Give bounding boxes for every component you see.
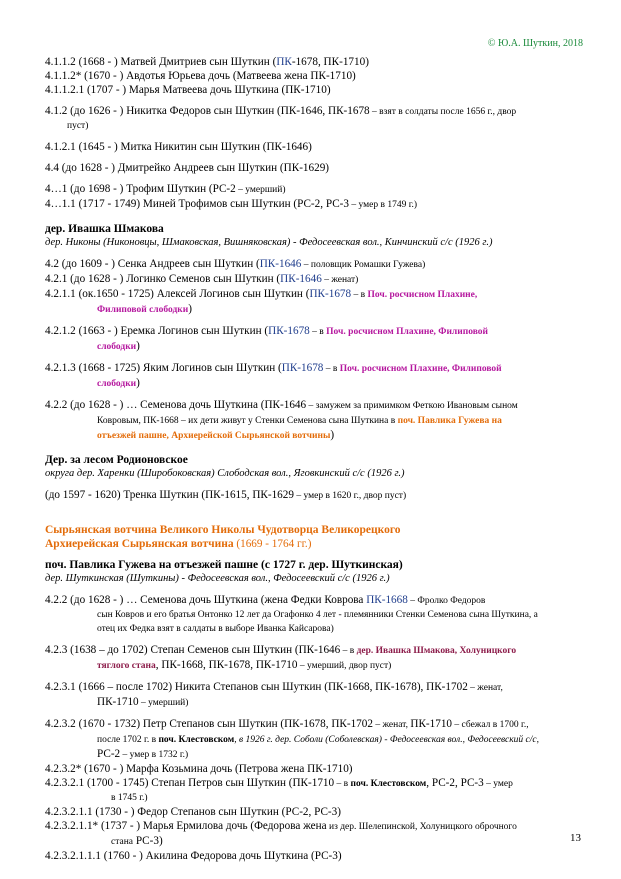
entry-4-2-1-1: 4.2.1.1 (ок.1650 - 1725) Алексей Логинов сын Шуткин (ПК-1678 – в Поч. росчисном Плахине, [45, 288, 478, 300]
entry-4-2-3-1-cont: ПК-1710 – умерший) [97, 696, 189, 708]
entry-4-1-2: 4.1.2 (до 1626 - ) Никитка Федоров сын Шуткин (ПК-1646, ПК-1678 – взят в солдаты после 1656 г., двор [45, 105, 517, 117]
section-rodionovskoe-title: Дер. за лесом Родионовское [45, 454, 188, 466]
entry-4-2-3-2-1-cont: в 1745 г.) [111, 793, 148, 803]
entry-4-2-1-2: 4.2.1.2 (1663 - ) Еремка Логинов сын Шуткин (ПК-1678 – в Поч. росчисном Плахине, Филиповой [45, 325, 488, 337]
entry-4-2-2-cont2: отъезжей пашне, Архиерейской Сырьянской вотчины) [97, 429, 335, 441]
entry-4-2-3-cont: тяглого стана, ПК-1668, ПК-1678, ПК-1710 – умерший, двор пуст) [97, 659, 392, 671]
entry-4-2-2: 4.2.2 (до 1628 - ) … Семенова дочь Шуткина (ПК-1646 – замужем за примимком Феткою Ивановым сыном [45, 399, 518, 411]
document-body [45, 55, 585, 863]
section-ivashka-shmakova-title: дер. Ивашка Шмакова [45, 223, 164, 235]
entry-4-2-3-2-1-1-1: 4.2.3.2.1.1.1 (1760 - ) Акилина Федорова дочь Шуткина (РС-3) [45, 850, 342, 862]
entry-4-2-2-cont1: Ковровым, ПК-1668 – их дети живут у Стенки Семенова сына Шуткина в поч. Павлика Гужева на [97, 416, 502, 426]
page-header-copyright: © Ю.А. Шуткин, 2018 [487, 38, 583, 49]
entry-4-1-trofim: 4…1 (до 1698 - ) Трофим Шуткин (РС-2 – умерший) [45, 183, 286, 195]
entry-4-2-3-2-1: 4.2.3.2.1 (1700 - 1745) Степан Петров сын Шуткин (ПК-1710 – в поч. Клестовском, РС-2, РС-3 – умер [45, 777, 513, 789]
entry-4-1-1-2: 4.1.1.2 (1668 - ) Матвей Дмитриев сын Шуткин (ПК-1678, ПК-1710) [45, 56, 369, 68]
entry-4-2-3-2-cont1: после 1702 г. в поч. Клестовском, в 1926 г. дер. Соболи (Соболевская) - Федосеевская вол., Федосеевский с/с, [97, 735, 539, 745]
entry-4-2-3-2-spouse: 4.2.3.2* (1670 - ) Марфа Козьмина дочь (Петрова жена ПК-1710) [45, 763, 353, 775]
section-syryanskaya-votchina-line1: Сырьянская вотчина Великого Николы Чудотворца Великорецкого [45, 524, 401, 536]
entry-4-2-3-1: 4.2.3.1 (1666 – после 1702) Никита Степанов сын Шуткин (ПК-1668, ПК-1678), ПК-1702 – женат, [45, 681, 503, 693]
entry-4-2-2-b-cont1: сын Ковров и его братья Онтонко 12 лет да Огафонко 4 лет - племянники Стенки Семенова сына Шуткина, а [97, 610, 538, 620]
entry-4-2: 4.2 (до 1609 - ) Сенка Андреев сын Шуткин (ПК-1646 – половщик Ромашки Гужева) [45, 258, 426, 270]
entry-4-1-1-2-1: 4.1.1.2.1 (1707 - ) Марья Матвеева дочь Шуткина (ПК-1710) [45, 84, 331, 96]
entry-4-2-1-3: 4.2.1.3 (1668 - 1725) Яким Логинов сын Шуткин (ПК-1678 – в Поч. росчисном Плахине, Филиповой [45, 362, 502, 374]
entry-4-1-2-1: 4.1.2.1 (1645 - ) Митка Никитин сын Шуткин (ПК-1646) [45, 141, 312, 153]
page-number: 13 [570, 832, 581, 844]
entry-4-2-1-3-cont: слободки) [97, 377, 140, 389]
entry-4-1-1-miney: 4…1.1 (1717 - 1749) Миней Трофимов сын Шуткин (РС-2, РС-3 – умер в 1749 г.) [45, 198, 418, 210]
entry-4-1-1-2-spouse: 4.1.1.2* (1670 - ) Авдотья Юрьева дочь (Матвеева жена ПК-1710) [45, 70, 356, 82]
entry-4-2-3-2: 4.2.3.2 (1670 - 1732) Петр Степанов сын Шуткин (ПК-1678, ПК-1702 – женат, ПК-1710 – сбежал в 1700 г., [45, 718, 529, 730]
section-pavlik-guzhev-title: поч. Павлика Гужева на отъезжей пашне (с 1727 г. дер. Шуткинская) [45, 559, 403, 571]
entry-4-2-3-2-cont2: РС-2 – умер в 1732 г.) [97, 748, 189, 760]
section-ivashka-shmakova-subtitle: дер. Никоны (Никоновцы, Шмаковская, Вишняковская) - Федосеевская вол., Кинчинский с/с (1926 г.) [45, 237, 493, 248]
entry-4-2-1: 4.2.1 (до 1628 - ) Логинко Семенов сын Шуткин (ПК-1646 – женат) [45, 273, 359, 285]
section-rodionovskoe-subtitle: округа дер. Харенки (Широбоковская) Слободская вол., Яговкинский с/с (1926 г.) [45, 468, 405, 479]
entry-4-2-3-2-1-1-spouse-cont: стана РС-3) [111, 835, 163, 847]
entry-4-2-2-b: 4.2.2 (до 1628 - ) … Семенова дочь Шуткина (жена Федки Коврова ПК-1668 – Фролко Федоров [45, 594, 486, 606]
entry-4-2-1-1-cont: Филиповой слободки) [97, 303, 192, 315]
entry-4-1-2-cont: пуст) [67, 121, 89, 131]
entry-4-2-3-2-1-1-spouse: 4.2.3.2.1.1* (1737 - ) Марья Ермилова дочь (Федорова жена из дер. Шелепинской, Холуницкого оброчного [45, 820, 517, 832]
entry-4-4: 4.4 (до 1628 - ) Дмитрейко Андреев сын Шуткин (ПК-1629) [45, 162, 330, 174]
entry-trenka: (до 1597 - 1620) Тренка Шуткин (ПК-1615, ПК-1629 – умер в 1620 г., двор пуст) [45, 489, 407, 501]
section-syryanskaya-votchina-line2: Архиерейская Сырьянская вотчина (1669 - 1764 гг.) [45, 538, 312, 550]
entry-4-2-1-2-cont: слободки) [97, 340, 140, 352]
entry-4-2-2-b-cont2: отец их Федка взят в салдаты в выборе Иванка Кайсарова) [97, 624, 334, 634]
entry-4-2-3-2-1-1: 4.2.3.2.1.1 (1730 - ) Федор Степанов сын Шуткин (РС-2, РС-3) [45, 806, 341, 818]
section-pavlik-guzhev-subtitle: дер. Шуткинская (Шуткины) - Федосеевская вол., Федосеевский с/с (1926 г.) [45, 573, 390, 584]
entry-4-2-3: 4.2.3 (1638 – до 1702) Степан Семенов сын Шуткин (ПК-1646 – в дер. Ивашка Шмакова, Холуницкого [45, 644, 517, 656]
